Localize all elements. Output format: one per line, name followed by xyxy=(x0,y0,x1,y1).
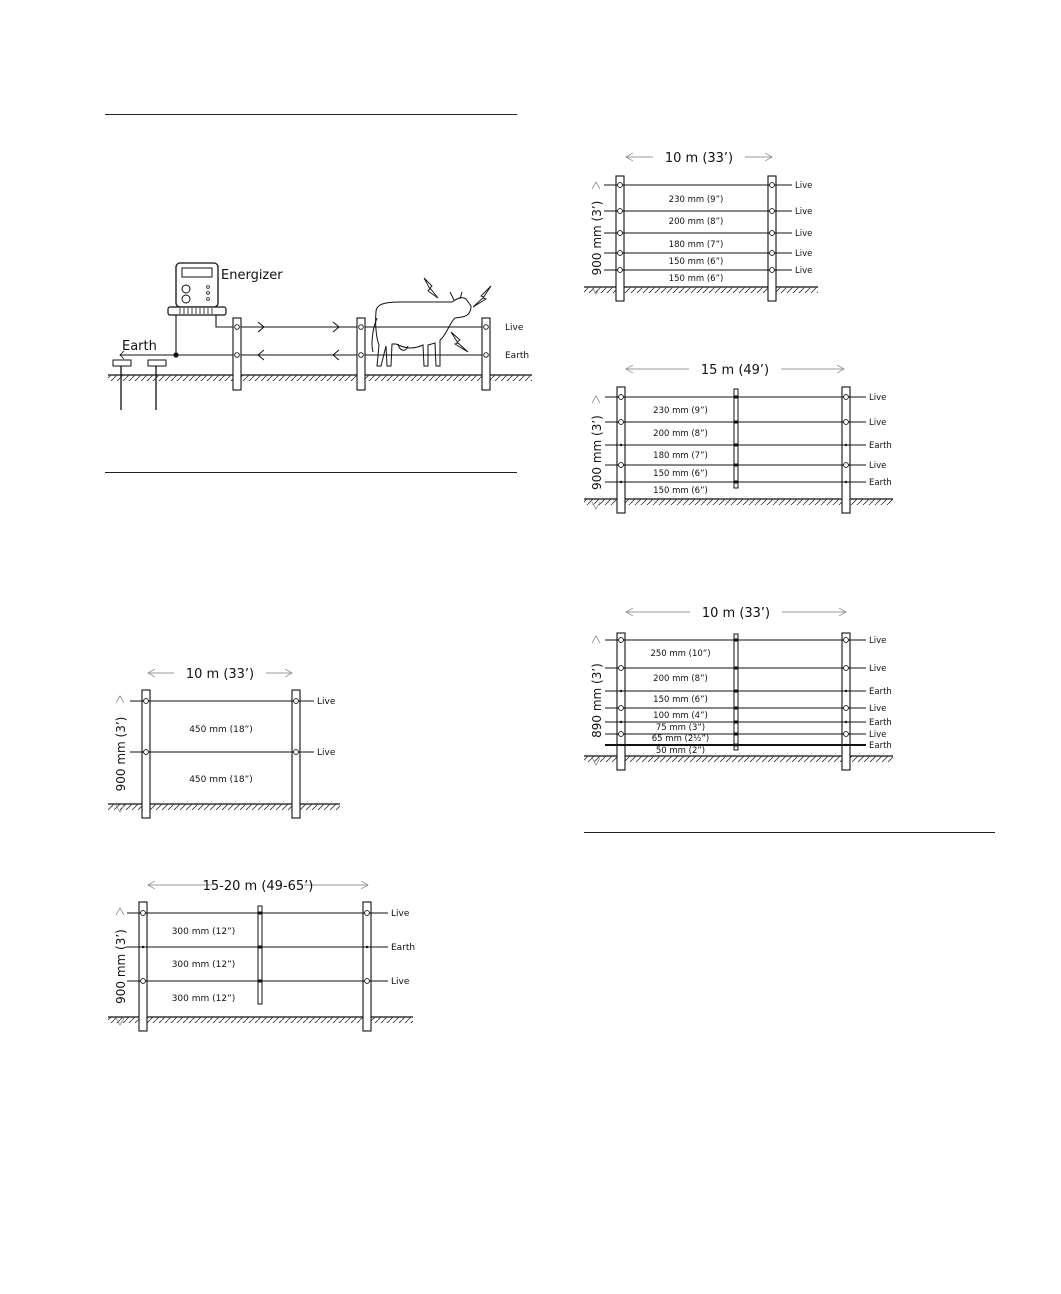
wire-type-label: Earth xyxy=(869,441,892,451)
dropper-clip xyxy=(259,946,262,949)
wire-type-label: Earth xyxy=(869,687,892,697)
insulator-icon xyxy=(618,209,623,214)
insulator-icon xyxy=(770,251,775,256)
earth-clip-icon xyxy=(845,744,847,746)
earth-clip-icon xyxy=(845,690,847,692)
fence-dropper xyxy=(258,906,262,1004)
wire-spacing-label: 200 mm (8”) xyxy=(668,217,724,227)
insulator-icon xyxy=(619,395,624,400)
wire-type-label: Live xyxy=(317,697,336,707)
wire-spacing-label: 150 mm (6”) xyxy=(653,695,708,705)
wire-type-label: Live xyxy=(869,393,887,403)
wire-type-label: Earth xyxy=(869,741,892,751)
wire-spacing-label: 150 mm (6”) xyxy=(653,469,708,479)
earth-junction xyxy=(173,352,178,357)
insulator-icon xyxy=(144,750,149,755)
insulator-icon xyxy=(619,638,624,643)
dropper-clip xyxy=(735,639,738,642)
wire-spacing-label: 180 mm (7”) xyxy=(668,240,724,250)
dropper-clip xyxy=(735,481,738,484)
wire-spacing-label: 150 mm (6”) xyxy=(668,257,724,267)
dropper-clip xyxy=(735,464,738,467)
dropper-clip xyxy=(735,396,738,399)
wire-spacing-label: 300 mm (12”) xyxy=(171,960,236,970)
wire-type-label: Live xyxy=(869,418,887,428)
fence-diagram-five-wire-mixed xyxy=(584,363,893,513)
fence-diagrams xyxy=(108,151,893,1031)
arrowhead-up-icon xyxy=(592,636,600,643)
dropper-clip xyxy=(735,667,738,670)
fence-post xyxy=(617,387,625,513)
wire-label-earth: Earth xyxy=(505,351,530,361)
insulator-icon xyxy=(618,251,623,256)
insulator-icon xyxy=(619,420,624,425)
wire-type-label: Live xyxy=(869,730,887,740)
fence-post xyxy=(768,176,776,301)
insulator-icon xyxy=(294,750,299,755)
earth-clip-icon xyxy=(845,444,847,446)
span-label: 15 m (49’) xyxy=(700,363,770,378)
insulator-icon xyxy=(770,231,775,236)
insulator-icon xyxy=(141,911,146,916)
insulator-icon xyxy=(141,979,146,984)
wire-type-label: Live xyxy=(795,249,813,259)
dropper-clip xyxy=(735,707,738,710)
arrowhead-up-icon xyxy=(116,908,124,915)
wire-spacing-label: 450 mm (18”) xyxy=(189,775,253,785)
span-label: 10 m (33’) xyxy=(701,606,771,621)
current-direction-arrows xyxy=(258,322,339,360)
insulator-icon xyxy=(770,268,775,273)
earth-clip-icon xyxy=(620,481,622,483)
fence-post xyxy=(842,387,850,513)
span-label: 15-20 m (49-65’) xyxy=(202,879,314,894)
earth-clip-icon xyxy=(620,690,622,692)
fence-diagram-three-wire xyxy=(108,879,415,1031)
wire-spacing-label: 150 mm (6”) xyxy=(668,274,724,284)
dropper-clip xyxy=(735,690,738,693)
earth-clip-icon xyxy=(620,721,622,723)
earth-label: Earth xyxy=(122,339,157,354)
fence-diagram-eight-wire xyxy=(584,606,893,770)
insulator-icon xyxy=(618,268,623,273)
insulator-icon xyxy=(844,666,849,671)
wire-type-label: Live xyxy=(391,909,410,919)
dropper-clip xyxy=(259,912,262,915)
wire-spacing-label: 300 mm (12”) xyxy=(171,994,236,1004)
earth-clip-icon xyxy=(845,721,847,723)
fence-post xyxy=(617,633,625,770)
wire-type-label: Live xyxy=(795,207,813,217)
wire-spacing-label: 230 mm (9”) xyxy=(653,406,708,416)
insulator-icon xyxy=(844,395,849,400)
fence-diagram-two-wire xyxy=(108,667,340,818)
insulator-icon xyxy=(770,209,775,214)
earth-wire xyxy=(176,315,488,355)
arrowhead-up-icon xyxy=(592,396,600,403)
dropper-clip xyxy=(735,421,738,424)
wire-spacing-label: 200 mm (8”) xyxy=(653,429,708,439)
insulator-icon xyxy=(770,183,775,188)
wire-spacing-label: 50 mm (2”) xyxy=(655,746,706,756)
wire-spacing-label: 75 mm (3”) xyxy=(655,723,706,733)
height-label: 900 mm (3’) xyxy=(114,929,128,1004)
energizer-icon xyxy=(168,263,226,315)
wire-type-label: Earth xyxy=(869,478,892,488)
dropper-clip xyxy=(735,721,738,724)
shock-bolt-icon xyxy=(424,278,491,352)
insulator-icon xyxy=(619,706,624,711)
dropper-clip xyxy=(259,980,262,983)
wire-type-label: Live xyxy=(317,748,336,758)
wire-spacing-label: 450 mm (18”) xyxy=(189,725,253,735)
dropper-clip xyxy=(735,744,738,747)
insulator-icon xyxy=(619,732,624,737)
fence-post xyxy=(616,176,624,301)
dropper-clip xyxy=(735,444,738,447)
height-label: 900 mm (3’) xyxy=(590,200,604,276)
ground-hatch xyxy=(108,375,532,381)
insulator-icon xyxy=(294,699,299,704)
earth-clip-icon xyxy=(620,744,622,746)
insulator-icon xyxy=(844,706,849,711)
span-label: 10 m (33’) xyxy=(185,667,255,682)
wire-type-label: Earth xyxy=(869,718,892,728)
energizer-wiring-diagram xyxy=(108,263,532,410)
insulator-icon xyxy=(844,463,849,468)
wire-type-label: Live xyxy=(869,461,887,471)
height-label: 900 mm (3’) xyxy=(590,415,604,490)
earth-clip-icon xyxy=(845,481,847,483)
wire-label-live: Live xyxy=(505,323,524,333)
wire-type-label: Earth xyxy=(391,943,416,953)
earth-clip-icon xyxy=(620,444,622,446)
insulator-icon xyxy=(618,231,623,236)
wire-spacing-label: 100 mm (4”) xyxy=(653,711,708,721)
live-wire xyxy=(216,315,488,327)
insulator-icon xyxy=(619,463,624,468)
insulator-icon xyxy=(844,420,849,425)
insulator-icon xyxy=(144,699,149,704)
fence-post xyxy=(363,902,371,1031)
fence-diagram-five-wire-all-live xyxy=(584,151,818,301)
wire-type-label: Live xyxy=(795,229,813,239)
earth-clip-icon xyxy=(366,946,368,948)
wire-type-label: Live xyxy=(869,636,887,646)
wire-spacing-label: 65 mm (2½”) xyxy=(651,734,710,744)
insulator-icon xyxy=(618,183,623,188)
dropper-clip xyxy=(735,733,738,736)
wire-type-label: Live xyxy=(869,704,887,714)
insulator-icon xyxy=(365,979,370,984)
wire-spacing-label: 150 mm (6”) xyxy=(653,486,708,496)
wire-spacing-label: 230 mm (9”) xyxy=(668,195,724,205)
wire-type-label: Live xyxy=(795,181,813,191)
insulator-icon xyxy=(844,638,849,643)
wire-spacing-label: 250 mm (10”) xyxy=(650,649,711,659)
arrowhead-up-icon xyxy=(116,696,124,703)
wire-type-label: Live xyxy=(391,977,410,987)
height-label: 900 mm (3’) xyxy=(114,716,128,792)
energizer-label: Energizer xyxy=(221,268,283,283)
earth-clip-icon xyxy=(142,946,144,948)
wire-spacing-label: 300 mm (12”) xyxy=(171,927,236,937)
wire-type-label: Live xyxy=(869,664,887,674)
insulator-icon xyxy=(365,911,370,916)
fence-post xyxy=(842,633,850,770)
span-label: 10 m (33’) xyxy=(664,151,734,166)
insulator-icon xyxy=(619,666,624,671)
arrowhead-up-icon xyxy=(592,182,600,189)
fence-post xyxy=(139,902,147,1031)
wire-spacing-label: 180 mm (7”) xyxy=(653,451,708,461)
fence-dropper xyxy=(734,389,738,488)
wire-type-label: Live xyxy=(795,266,813,276)
insulator-icon xyxy=(844,732,849,737)
wire-spacing-label: 200 mm (8”) xyxy=(653,674,708,684)
height-label: 890 mm (3’) xyxy=(590,663,604,738)
